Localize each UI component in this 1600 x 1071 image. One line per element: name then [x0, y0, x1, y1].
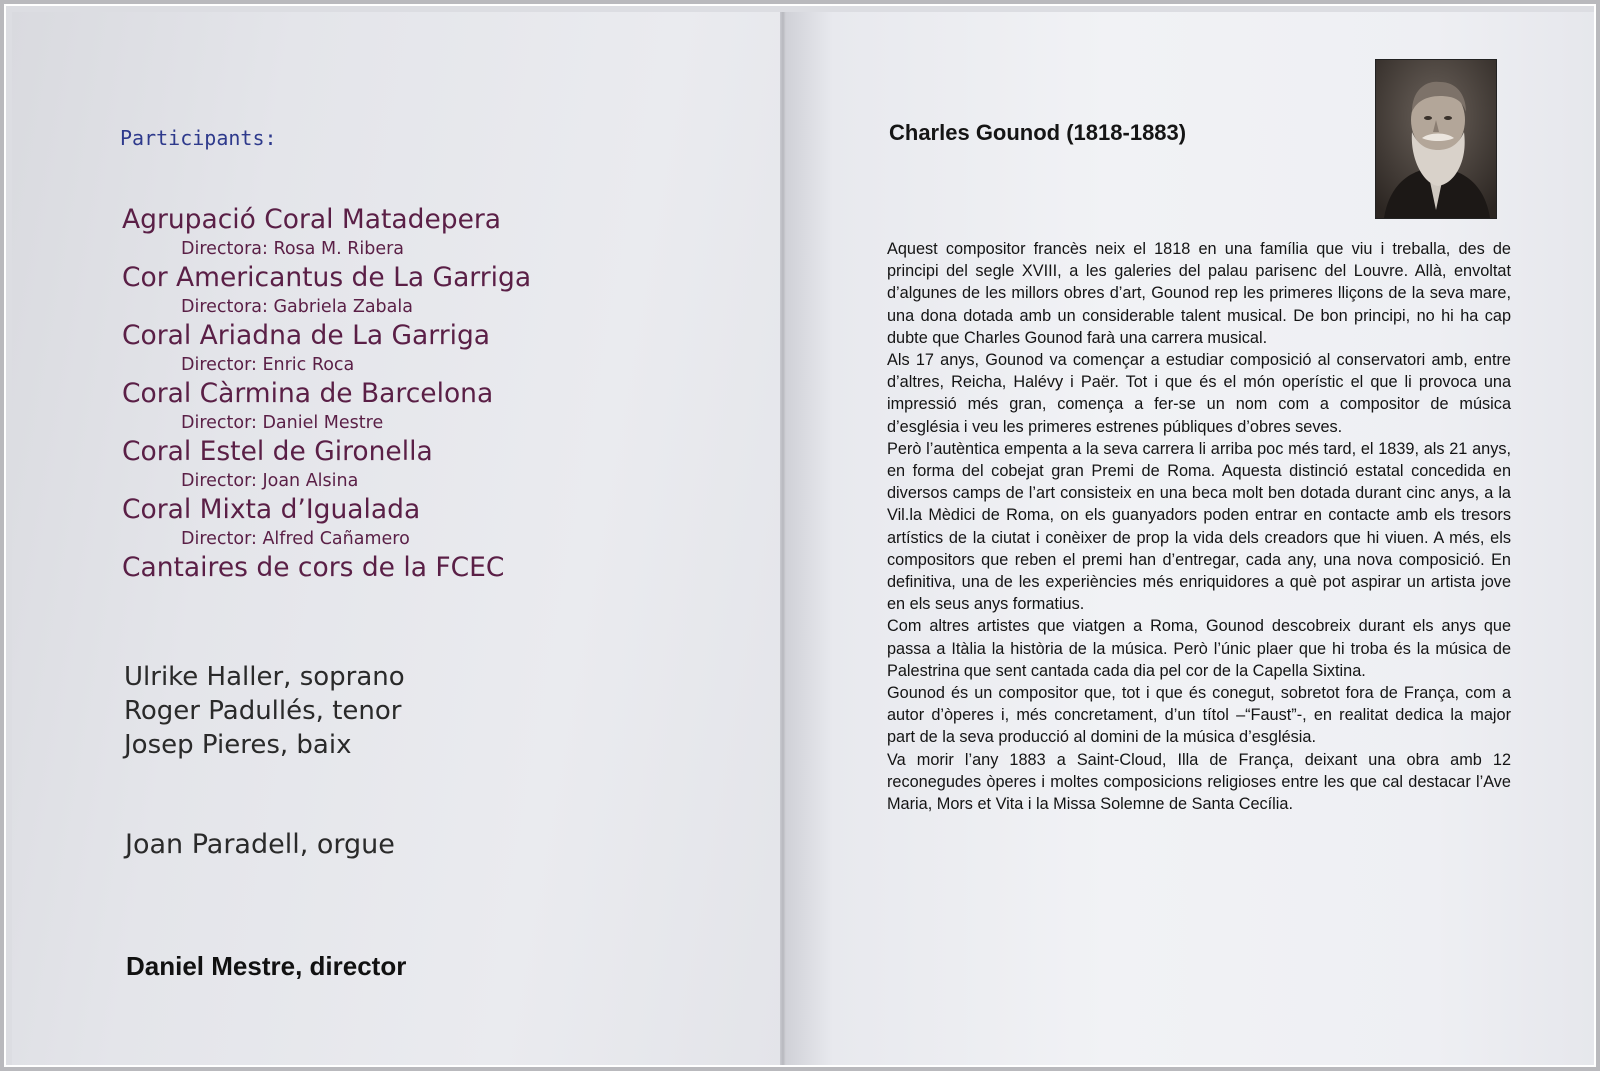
choir-name: Agrupació Coral Matadepera: [122, 204, 502, 235]
choir-entry: [122, 493, 722, 551]
choir-entry: [122, 435, 722, 493]
choir-name: Coral Mixta d’Igualada: [122, 494, 421, 525]
choir-name: Coral Estel de Gironella: [122, 436, 433, 467]
bio-paragraph: Però l’autèntica empenta a la seva carrera li arriba poc més tard, el 1839, als 21 anys, en forma del cobejat gran Premi de Roma. Aquesta distinció estatal concedida en diversos camps de l’art consisteix en una beca molt ben dotada durant cinc anys, a la Vil.la Mèdici de Roma, on els guanyadors poden entrar en contacte amb els tresors artístics de la ciutat i conèixer de prop la vida dels creadors que hi viuen. A més, els compositors que reben el premi han d’entregar, cada any, una nova composició. En definitiva, una de les experiències més enriquidores a què pot aspirar un artista jove en els seus anys formatius.: [887, 439, 1511, 614]
choir-list: [122, 203, 722, 585]
soloist: Josep Pieres, baix: [124, 730, 352, 760]
portrait-image: [1376, 60, 1496, 218]
choir-director: Directora: Rosa M. Ribera: [181, 239, 405, 259]
composer-biography: [887, 238, 1511, 815]
choir-name: Cor Americantus de La Garriga: [122, 262, 532, 293]
choir-entry: [122, 203, 722, 261]
choir-name: Cantaires de cors de la FCEC: [122, 552, 505, 583]
choir-director: Director: Daniel Mestre: [181, 413, 384, 433]
bio-paragraph: Als 17 anys, Gounod va començar a estudiar composició al conservatori amb, entre d’altres, Reicha, Halévy i Paër. Tot i que és el món operístic el que li provoca una impressió més gran, comença a fer-se un nom com a compositor de música d’església i veu les primeres estrenes públiques d’obres seves.: [887, 351, 1511, 436]
choir-name: Coral Ariadna de La Garriga: [122, 320, 491, 351]
choir-entry: [122, 261, 722, 319]
organist: Joan Paradell, orgue: [125, 829, 395, 860]
soloist: Roger Padullés, tenor: [124, 696, 402, 726]
composer-title: Charles Gounod (1818-1883): [889, 120, 1187, 145]
participants-heading: Participants:: [120, 126, 277, 150]
choir-name: Coral Càrmina de Barcelona: [122, 378, 494, 409]
choir-director: Director: Alfred Cañamero: [181, 529, 410, 549]
choir-entry: [122, 319, 722, 377]
soloist-list: [124, 660, 405, 762]
bio-paragraph: Com altres artistes que viatgen a Roma, Gounod descobreix durant els anys que passa a Itàlia la història de la música. Però l’únic plaer que hi troba és la música de Palestrina que sent cantada cada dia pel cor de la Capella Sixtina.: [887, 617, 1511, 680]
conductor: Daniel Mestre, director: [126, 951, 407, 981]
booklet-spine: [780, 12, 786, 1067]
choir-entry: [122, 377, 722, 435]
choir-director: Directora: Gabriela Zabala: [181, 297, 413, 317]
bio-paragraph: Gounod és un compositor que, tot i que és conegut, sobretot fora de França, com a autor d’òperes i, més concretament, d’un títol –“Faust”-, en realitat dedica la major part de la seva producció al domini de la música d’església.: [887, 684, 1511, 747]
choir-director: Director: Joan Alsina: [181, 471, 359, 491]
soloist: Ulrike Haller, soprano: [124, 662, 405, 692]
bio-paragraph: Va morir l’any 1883 a Saint-Cloud, Illa de França, deixant una obra amb 12 reconegudes òperes i moltes composicions religioses entre les que cal destacar l’Ave Maria, Mors et Vita i la Missa Solemne de Santa Cecília.: [887, 750, 1511, 814]
composer-portrait: [1376, 60, 1496, 218]
choir-entry: [122, 551, 722, 585]
choir-director: Director: Enric Roca: [181, 355, 355, 375]
bio-paragraph: Aquest compositor francès neix el 1818 en una família que viu i treballa, des de principi del segle XVIII, a les galeries del palau parisenc del Louvre. Allà, envoltat d’algunes de les millors obres d’art, Gounod rep les primeres lliçons de la seva mare, una dona dotada amb un considerable talent musical. De bon principi, no hi ha cap dubte que Charles Gounod farà una carrera musical.: [887, 240, 1511, 347]
